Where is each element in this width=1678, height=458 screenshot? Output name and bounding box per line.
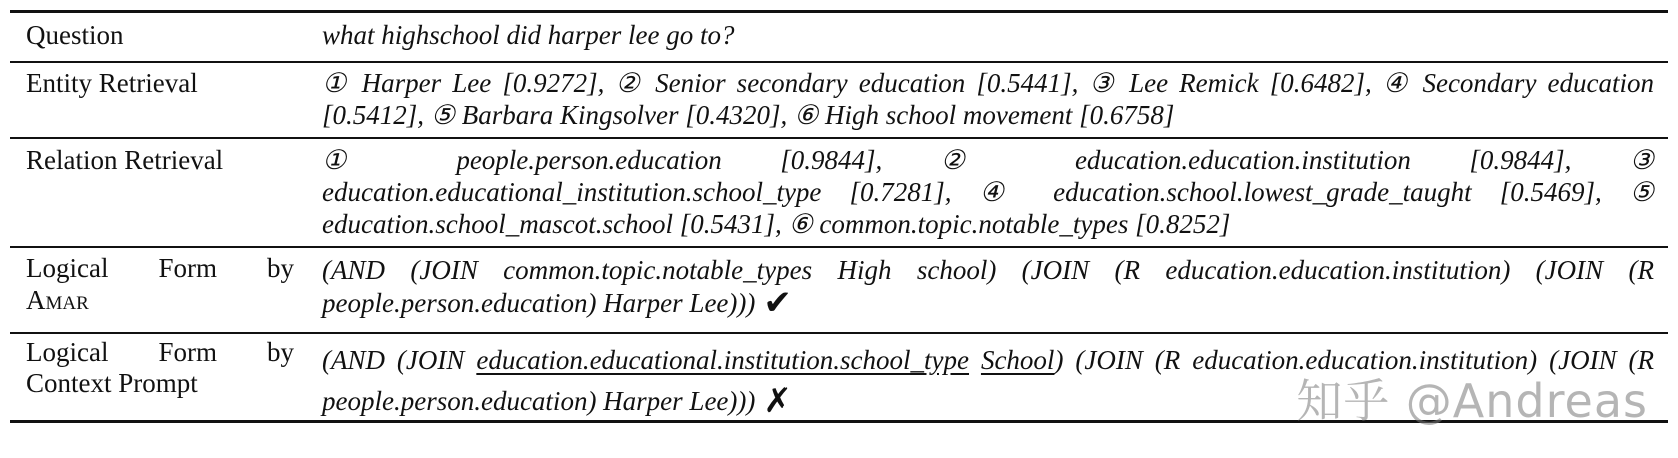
check-mark-icon: ✔ xyxy=(763,285,792,322)
row-divider xyxy=(10,61,1668,63)
context-label-line2: Context Prompt xyxy=(26,368,198,398)
amar-logical-form-text: (AND (JOIN common.topic.notable_types High school) (JOIN (R education.education.institution) (JOIN (R people.person.education) Harper Lee))) xyxy=(322,255,1654,318)
amar-label-line2: Amar xyxy=(26,285,89,315)
watermark: 知乎 @Andreas xyxy=(1296,374,1648,428)
row-divider xyxy=(10,137,1668,139)
amar-label-line1: Logical Form by xyxy=(26,253,294,283)
question-label: Question xyxy=(26,20,124,50)
context-form-underlined-entity: School xyxy=(980,345,1055,375)
entity-retrieval-label: Entity Retrieval xyxy=(26,68,198,98)
context-label-line1: Logical Form by xyxy=(26,337,294,367)
entity-retrieval-content: ① Harper Lee [0.9272], ② Senior secondary education [0.5441], ③ Lee Remick [0.6482], ④ Secondary education [0.5412], ⑤ Barbara Kingsolver [0.4320], ⑥ High school movement [0.6758] xyxy=(322,68,1654,130)
row-divider xyxy=(10,332,1668,334)
context-form-rest: ) (JOIN (R education.education.institution) (JOIN (R people.person.education) Harper Lee))) xyxy=(322,345,1654,416)
row-divider xyxy=(10,246,1668,248)
cross-mark-icon: ✗ xyxy=(763,383,792,420)
amar-logical-form xyxy=(322,254,1654,322)
relation-retrieval-label: Relation Retrieval xyxy=(26,145,224,175)
context-form-underlined-relation: education.educational.institution.school_type xyxy=(476,345,970,375)
relation-retrieval-content: ① people.person.education [0.9844], ② education.education.institution [0.9844], ③ education.educational_institution.school_type [0.7281], ④ education.school.lowest_grade_taught [0.5469], ⑤ education.school_mascot.school [0.5431], ⑥ common.topic.notable_types [0.8252] xyxy=(322,145,1654,239)
context-form-space xyxy=(969,345,981,375)
context-form-prefix: (AND (JOIN xyxy=(322,345,477,375)
question-text: what highschool did harper lee go to? xyxy=(322,20,735,50)
top-rule xyxy=(10,10,1668,13)
